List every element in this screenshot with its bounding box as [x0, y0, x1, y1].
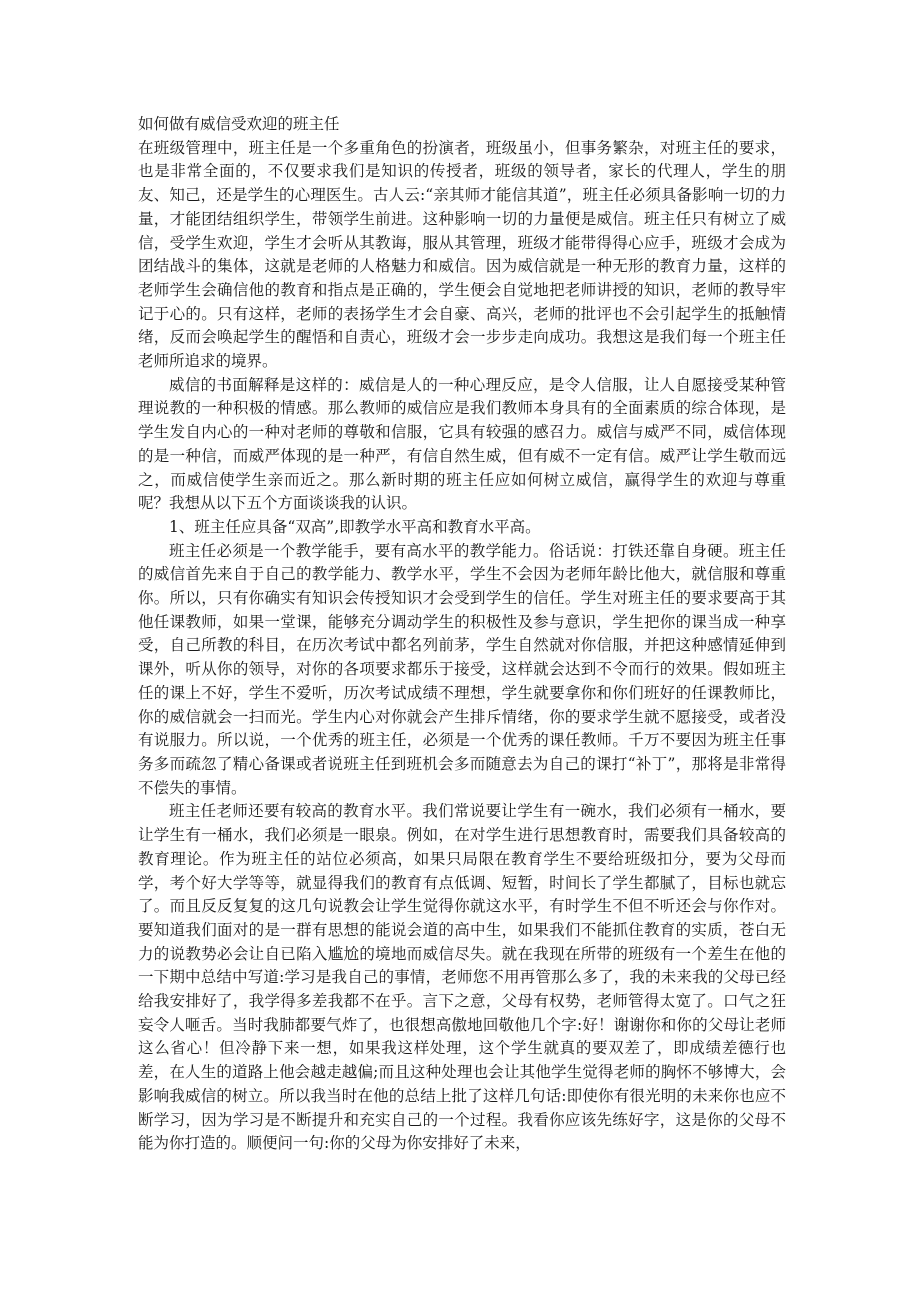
intro-paragraph: 在班级管理中，班主任是一个多重角色的扮演者，班级虽小，但事务繁杂，对班主任的要求，也是非常全面的，不仅要求我们是知识的传授者，班级的领导者，家长的代理人，学生的朋友、知己，还是学生的心理医生。古人云:“亲其师才能信其道”，班主任必须具备影响一切的力量，才能团结组织学生，带领学生前进。这种影响一切的力量便是威信。班主任只有树立了威信，受学生欢迎，学生才会听从其教诲，服从其管理，班级才能带得得心应手，班级才会成为团结战斗的集体，这就是老师的人格魅力和威信。因为威信就是一种无形的教育力量，这样的老师学生会确信他的教育和指点是正确的，学生便会自觉地把老师讲授的知识，老师的教导牢记于心的。只有这样，老师的表扬学生才会自豪、高兴，老师的批评也不会引起学生的抵触情绪，反而会唤起学生的醒悟和自责心，班级才会一步步走向成功。我想这是我们每一个班主任老师所追求的境界。: [138, 138, 786, 371]
teaching-ability-paragraph: 班主任必须是一个教学能手，要有高水平的教学能力。俗话说：打铁还靠自身硬。班主任的威信首先来自于自己的教学能力、教学水平，学生不会因为老师年龄比他大，就信服和尊重你。所以，只有你确实有知识会传授知识才会受到学生的信任。学生对班主任的要求要高于其他任课教师，如果一堂课，能够充分调动学生的积极性及参与意识，学生把你的课当成一种享受，自己所教的科目，在历次考试中都名列前茅，学生自然就对你信服，并把这种感情延伸到课外，听从你的领导，对你的各项要求都乐于接受，这样就会达到不令而行的效果。假如班主任的课上不好，学生不爱听，历次考试成绩不理想，学生就要拿你和你们班好的任课教师比，你的威信就会一扫而光。学生内心对你就会产生排斥情绪，你的要求学生就不愿接受，或者没有说服力。所以说，一个优秀的班主任，必须是一个优秀的课任教师。千万不要因为班主任事务多而疏忽了精心备课或者说班主任到班机会多而随意去为自己的课打“补丁”，那将是非常得不偿失的事情。: [138, 541, 786, 797]
education-level-paragraph: 班主任老师还要有较高的教育水平。我们常说要让学生有一碗水，我们必须有一桶水，要让学生有一桶水，我们必须是一眼泉。例如，在对学生进行思想教育时，需要我们具备较高的教育理论。作为班主任的站位必须高，如果只局限在教育学生不要给班级扣分，要为父母而学，考个好大学等等，就显得我们的教育有点低调、短暂，时间长了学生都腻了，目标也就忘了。而且反反复复的这几句说教会让学生觉得你就这水平，有时学生不但不听还会与你作对。要知道我们面对的是一群有思想的能说会道的高中生，如果我们不能抓住教育的实质，苍白无力的说教势必会让自已陷入尴尬的境地而威信尽失。就在我现在所带的班级有一个差生在他的一下期中总结中写道:学习是我自己的事情，老师您不用再管那么多了，我的未来我的父母已经给我安排好了，我学得多差我都不在乎。言下之意，父母有权势，老师管得太宽了。口气之狂妄令人咂舌。当时我肺都要气炸了，也很想高傲地回敬他几个字:好！谢谢你和你的父母让老师这么省心！但冷静下来一想，如果我这样处理，这个学生就真的要双差了，即成绩差德行也差，在人生的道路上他会越走越偏;而且这种处理也会让其他学生觉得老师的胸怀不够博大，会影响我威信的树立。所以我当时在他的总结上批了这样几句话:即使你有很光明的未来你也应不断学习，因为学习是不断提升和充实自己的一个过程。我看你应该先练好字，这是你的父母不能为你打造的。顺便问一句:你的父母为你安排好了未来，: [138, 802, 786, 1153]
document-title: 如何做有威信受欢迎的班主任: [138, 115, 340, 133]
document-page: [138, 113, 786, 1156]
authority-definition-paragraph: 威信的书面解释是这样的：威信是人的一种心理反应，是令人信服，让人自愿接受某种管理说教的一种积极的情感。那么教师的威信应是我们教师本身具有的全面素质的综合体现，是学生发自内心的一种对老师的尊敬和信服，它具有较强的感召力。威信与威严不同，威信体现的是一种信，而威严体现的是一种严，有信自然生威，但有威不一定有信。威严让学生敬而远之，而威信使学生亲而近之。那么新时期的班主任应如何树立威信，赢得学生的欢迎与尊重呢？我想从以下五个方面谈谈我的认识。: [138, 375, 786, 513]
section-heading-1: 1、班主任应具备“双高”,即教学水平高和教育水平高。: [169, 517, 541, 536]
